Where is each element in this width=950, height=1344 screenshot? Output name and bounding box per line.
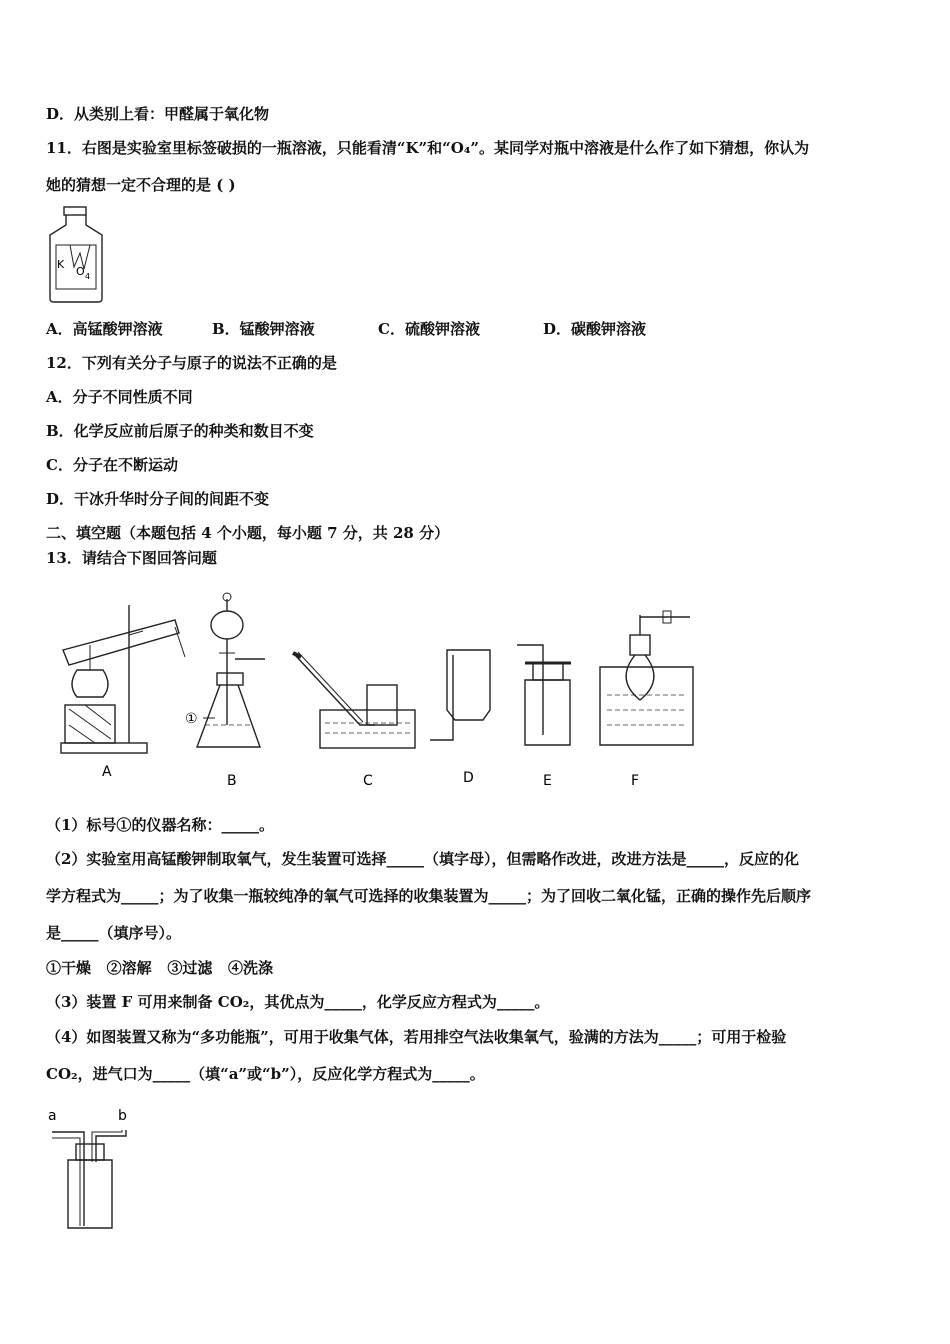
label-e: E bbox=[543, 773, 552, 789]
q13-part1: （1）标号①的仪器名称：_____。 bbox=[46, 816, 274, 834]
q12-option-b: B．化学反应前后原子的种类和数目不变 bbox=[46, 422, 314, 440]
q11-option-d: D．碳酸钾溶液 bbox=[543, 320, 647, 338]
q13-part4-line2: CO₂，进气口为_____（填“a”或“b”），反应化学方程式为_____。 bbox=[46, 1065, 485, 1083]
q13-part3: （3）装置 F 可用来制备 CO₂，其优点为_____，化学反应方程式为_____。 bbox=[46, 993, 550, 1011]
apparatus-e bbox=[517, 645, 571, 745]
label-a: A bbox=[102, 764, 112, 780]
marker-1: ① bbox=[185, 711, 198, 727]
q13-steps: ①干燥 ②溶解 ③过滤 ④洗涤 bbox=[46, 959, 274, 977]
apparatus-c bbox=[293, 652, 415, 748]
label-b: B bbox=[227, 773, 237, 789]
section2-title: 二、填空题（本题包括 4 个小题，每小题 7 分，共 28 分） bbox=[46, 524, 450, 542]
label-f: F bbox=[631, 773, 640, 789]
q11-option-a: A．高锰酸钾溶液 bbox=[46, 320, 163, 338]
q12-stem: 12．下列有关分子与原子的说法不正确的是 bbox=[46, 354, 337, 372]
q13-part2-line3: 是_____（填序号）。 bbox=[46, 924, 182, 942]
q12-option-a: A．分子不同性质不同 bbox=[46, 388, 193, 406]
port-b-label: b bbox=[118, 1108, 127, 1124]
q13-stem: 13．请结合下图回答问题 bbox=[46, 549, 217, 567]
q11-stem-line1: 11．右图是实验室里标签破损的一瓶溶液，只能看清“K”和“O₄”。某同学对瓶中溶液是什么作了如下猜想，你认为 bbox=[46, 139, 810, 157]
q11-stem-line2: 她的猜想一定不合理的是 ( ) bbox=[46, 176, 236, 194]
q11-option-c: C．硫酸钾溶液 bbox=[378, 320, 480, 338]
multifunction-bottle-figure bbox=[40, 1104, 140, 1234]
apparatus-f bbox=[600, 611, 693, 745]
apparatus-a bbox=[61, 605, 185, 753]
q13-part2-line1: （2）实验室用高锰酸钾制取氧气，发生装置可选择_____（填字母），但需略作改进，改进方法是_____，反应的化 bbox=[46, 850, 799, 868]
bottle-label-o: O bbox=[76, 265, 85, 278]
label-c: C bbox=[363, 773, 373, 789]
q13-part2-line2: 学方程式为_____；为了收集一瓶较纯净的氧气可选择的收集装置为_____；为了回收二氧化锰，正确的操作先后顺序 bbox=[46, 887, 812, 905]
label-d: D bbox=[463, 770, 474, 786]
bottle-label-k: K bbox=[57, 258, 65, 271]
q12-option-c: C．分子在不断运动 bbox=[46, 456, 178, 474]
reagent-bottle-figure bbox=[46, 205, 106, 305]
apparatus-b bbox=[185, 593, 265, 747]
port-a-label: a bbox=[48, 1108, 57, 1124]
q13-part4-line1: （4）如图装置又称为“多功能瓶”，可用于收集气体，若用排空气法收集氧气，验满的方法为_____；可用于检验 bbox=[46, 1028, 787, 1046]
q10-option-d: D．从类别上看：甲醛属于氧化物 bbox=[46, 105, 270, 123]
q12-option-d: D．干冰升华时分子间的间距不变 bbox=[46, 490, 270, 508]
apparatus-d bbox=[430, 650, 490, 740]
q11-option-b: B．锰酸钾溶液 bbox=[212, 320, 315, 338]
bottle-label-subscript: 4 bbox=[85, 272, 91, 281]
apparatus-figure bbox=[55, 585, 705, 790]
